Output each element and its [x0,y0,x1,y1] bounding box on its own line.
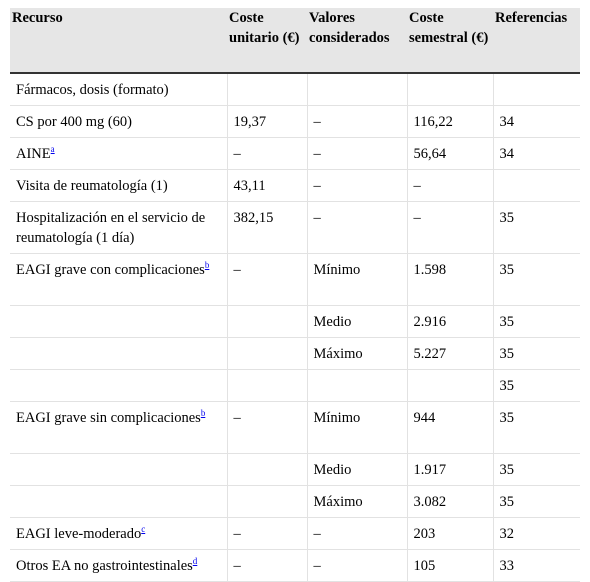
recurso-label: Hospitalización en el servicio de reumatología (1 día) [16,210,206,246]
recurso-label: Fármacos, dosis (formato) [16,82,169,98]
recurso-label: Otros EA no gastrointestinales [16,558,193,574]
valores-cell: – [307,550,407,582]
recurso-cell [10,518,227,550]
header-recurso: Recurso [10,8,227,73]
coste-unitario-cell [227,338,307,370]
referencias-cell: 35 [493,338,580,370]
referencias-cell: 35 [493,402,580,454]
valores-cell: Máximo [307,486,407,518]
recurso-cell [10,170,227,202]
recurso-label: Visita de reumatología (1) [16,178,168,194]
table-row [10,550,580,582]
recurso-cell [10,73,227,106]
recurso-cell [10,338,227,370]
coste-semestral-cell: 944 [407,402,493,454]
recurso-cell [10,402,227,454]
valores-cell: – [307,138,407,170]
coste-unitario-cell [227,306,307,338]
coste-semestral-cell: – [407,202,493,254]
coste-unitario-cell [227,73,307,106]
coste-unitario-cell: – [227,402,307,454]
footnote-marker [141,524,145,534]
referencias-cell: 35 [493,486,580,518]
recurso-cell [10,254,227,306]
footnote-link[interactable]: b [204,260,210,270]
referencias-cell: 35 [493,202,580,254]
table-row [10,454,580,486]
table-row [10,370,580,402]
recurso-cell [10,454,227,486]
table-row [10,73,580,106]
table-row [10,402,580,454]
coste-semestral-cell: 2.916 [407,306,493,338]
header-coste-unitario: Coste unitario (€) [227,8,307,73]
header-valores-considerados: Valores considerados [307,8,407,73]
referencias-cell: 35 [493,454,580,486]
coste-semestral-cell: 56,64 [407,138,493,170]
referencias-cell: 34 [493,138,580,170]
coste-unitario-cell: – [227,254,307,306]
referencias-cell: 32 [493,518,580,550]
recurso-label: EAGI grave con complicaciones [16,262,205,278]
header-coste-semestral: Coste semestral (€) [407,8,493,73]
coste-semestral-cell: 1.598 [407,254,493,306]
table-row [10,338,580,370]
coste-unitario-cell: 19,37 [227,106,307,138]
referencias-cell: 35 [493,254,580,306]
footnote-link[interactable]: b [200,408,206,418]
valores-cell: – [307,170,407,202]
referencias-cell: 34 [493,106,580,138]
coste-unitario-cell: – [227,550,307,582]
recurso-cell [10,550,227,582]
footnote-marker [193,556,198,566]
table-row [10,138,580,170]
coste-unitario-cell: – [227,518,307,550]
footnote-marker [205,260,210,270]
table-row [10,486,580,518]
recurso-cell [10,486,227,518]
coste-semestral-cell [407,370,493,402]
valores-cell: Mínimo [307,402,407,454]
referencias-cell: 35 [493,306,580,338]
recurso-label: EAGI grave sin complicaciones [16,410,201,426]
table-row [10,170,580,202]
header-row [10,8,580,73]
valores-cell: – [307,518,407,550]
referencias-cell [493,73,580,106]
valores-cell: Medio [307,306,407,338]
recurso-cell [10,370,227,402]
recurso-label: EAGI leve-moderado [16,526,142,542]
footnote-link[interactable]: c [141,524,146,534]
coste-semestral-cell: 5.227 [407,338,493,370]
table-body [10,73,580,582]
referencias-cell [493,170,580,202]
footnote-link[interactable]: a [50,144,55,154]
valores-cell: Máximo [307,338,407,370]
footnote-marker [201,408,206,418]
coste-semestral-cell: 116,22 [407,106,493,138]
coste-semestral-cell: – [407,170,493,202]
recurso-label: CS por 400 mg (60) [16,114,132,130]
recurso-cell [10,106,227,138]
footnote-marker [51,144,55,154]
coste-semestral-cell: 3.082 [407,486,493,518]
valores-cell: – [307,202,407,254]
coste-unitario-cell: 382,15 [227,202,307,254]
coste-semestral-cell: 105 [407,550,493,582]
referencias-cell: 35 [493,370,580,402]
coste-semestral-cell: 1.917 [407,454,493,486]
valores-cell: Medio [307,454,407,486]
valores-cell [307,73,407,106]
coste-unitario-cell: – [227,138,307,170]
coste-unitario-cell: 43,11 [227,170,307,202]
coste-semestral-cell [407,73,493,106]
table-row [10,254,580,306]
header-referencias: Referencias [493,8,580,73]
valores-cell: Mínimo [307,254,407,306]
footnote-link[interactable]: d [192,556,198,566]
table-row [10,202,580,254]
coste-unitario-cell [227,370,307,402]
table-row [10,306,580,338]
recurso-cell [10,138,227,170]
table-row [10,106,580,138]
recurso-label: AINE [16,146,51,162]
valores-cell [307,370,407,402]
valores-cell: – [307,106,407,138]
recurso-cell [10,306,227,338]
table-row [10,518,580,550]
coste-unitario-cell [227,454,307,486]
coste-unitario-cell [227,486,307,518]
coste-semestral-cell: 203 [407,518,493,550]
cost-table [10,8,580,582]
referencias-cell: 33 [493,550,580,582]
recurso-cell [10,202,227,254]
